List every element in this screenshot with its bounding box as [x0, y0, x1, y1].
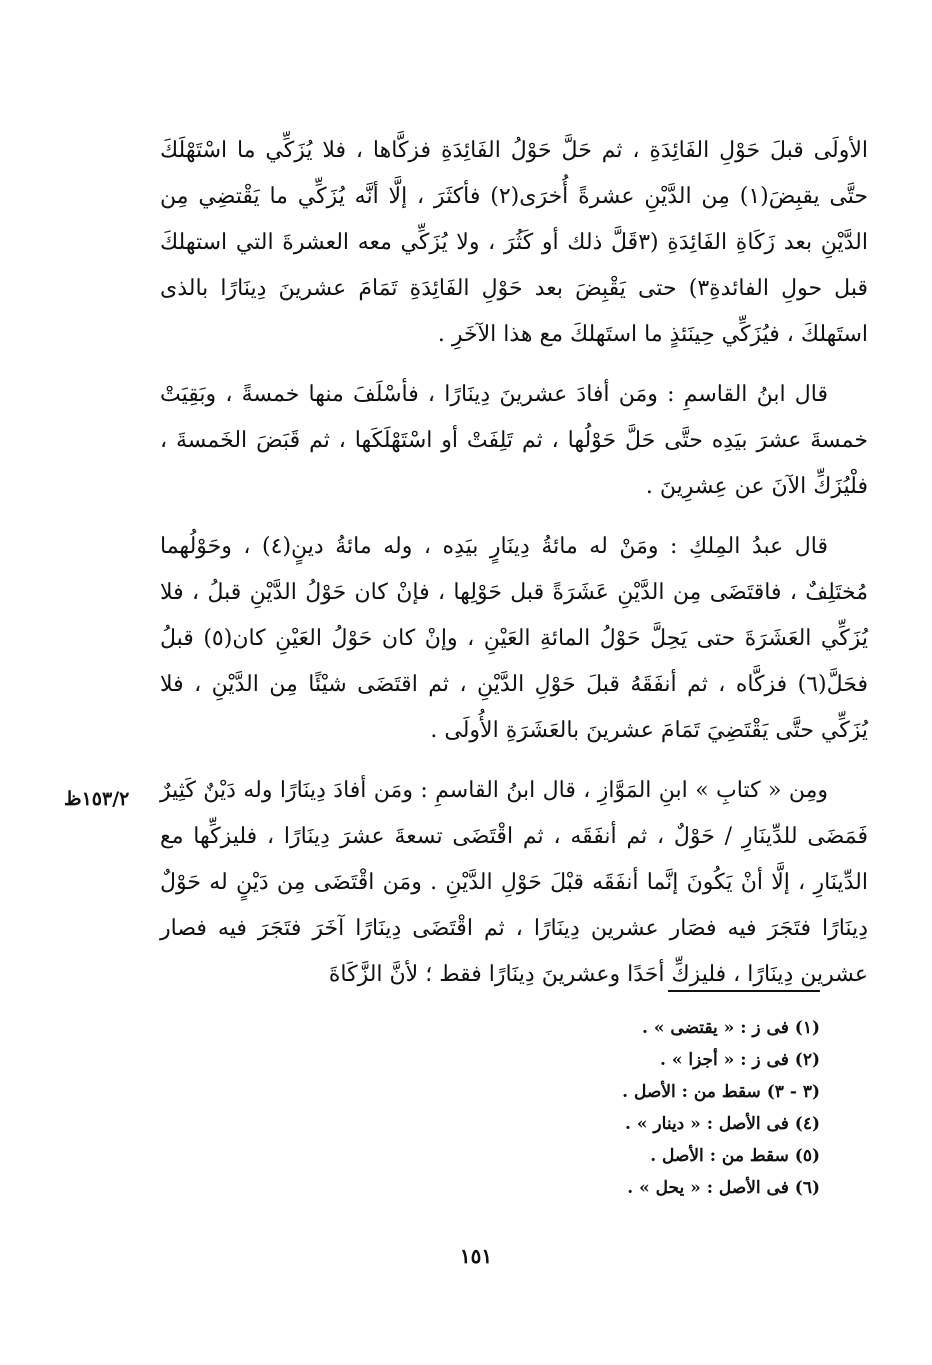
paragraph-2: قال ابنُ القاسمِ : ومَن أفادَ عشرينَ دِينَارًا ، فأسْلَفَ منها خمسةً ، وبَقِيَتْ خمسةَ عشرَ بيَدِه حتَّى حَلَّ حَوْلُها ، ثم تَلِفَتْ أو اسْتَهْلَكَها ، ثم قَبَضَ الخَمسةَ ، فلْيُزَكِّ الآنَ عن عِشرِينَ .	[160, 382, 868, 499]
footnote-divider	[668, 990, 820, 992]
main-text-body	[160, 128, 868, 1012]
manuscript-folio-note: ١٥٣/٢ظ	[64, 788, 130, 810]
paragraph-1: الأولَى قبلَ حَوْلِ الفَائِدَةِ ، ثم حَلَّ حَوْلُ الفَائِدَةِ فزكَّاها ، فلا يُزَكِّي ما اسْتَهْلَكَ حتَّى يقبِضَ(١) مِن الدَّيْنِ عشرةً أُخرَى(٢) فأكثَرَ ، إلَّا أنَّه يُزَكِّي ما يَقْتضِي مِن الدَّيْنِ بعد زَكَاةِ الفَائِدَةِ (٣قَلَّ ذلك أو كَثُرَ ، ولا يُزَكِّي معه العشرةَ التي استهلكَ قبل حولِ الفائدةِ٣) حتى يَقْبِضَ بعد حَوْلِ الفَائِدَةِ تَمَامَ عشرينَ دِينَارًا بالذى استَهلكَ ، فيُزَكِّي حِينَئذٍ ما استَهلكَ مع هذا الآخَرِ .	[160, 138, 868, 347]
footnote-2: (٢) فى ز : « أجزا » .	[660, 1050, 820, 1070]
footnote-5: (٥) سقط من : الأصل .	[650, 1146, 820, 1166]
footnotes-list	[460, 1012, 820, 1204]
footnote-3: (٣ - ٣) سقط من : الأصل .	[622, 1082, 820, 1102]
paragraph-3: قال عبدُ المِلكِ : ومَنْ له مائةُ دِينَارٍ بيَدِه ، وله مائةُ دينٍ(٤) ، وحَوْلُهما مُختَلِفٌ ، فاقتَضَى مِن الدَّيْنِ عَشَرَةً قبل حَوْلِها ، فإنْ كان حَوْلُ الدَّيْنِ قبلُ ، فلا يُزَكِّي العَشَرَةَ حتى يَحِلَّ حَوْلُ المائةِ العَيْنِ ، وإنْ كان حَوْلُ العَيْنِ كان(٥) قبلُ فحَلَّ(٦) فزكَّاه ، ثم أنفَقَهُ قبلَ حَوْلِ الدَّيْنِ ، ثم اقتَضَى شيْئًا مِن الدَّيْنِ ، فلا يُزَكِّي حتَّى يَقْتَضِيَ تَمَامَ عشرينَ بالعَشَرَةِ الأُولَى .	[160, 534, 868, 743]
paragraph-4: ومِن « كتابِ » ابنِ المَوَّازِ ، قال ابنُ القاسمِ : ومَن أفادَ دِينَارًا وله دَيْنٌ كَثِيرٌ فَمَضَى للدِّينَارِ / حَوْلٌ ، ثم أنفَقَه ، ثم اقْتَضَى تسعةَ عشرَ دِينَارًا ، فليزكِّها مع الدِّينَارِ ، إلَّا أنْ يَكُونَ إنَّما أنفَقَه قبْلَ حَوْلِ الدَّيْنِ . ومَن اقْتَضَى مِن دَيْنٍ له حَوْلٌ دِينَارًا فتَجَرَ فيه فصَار عشرين دِينَارًا ، ثم اقْتَضَى دِينَارًا آخَرَ فتَجَرَ فيه فصار عشرين دِينَارًا ، فليزكِّ أحَدًا وعشرينَ دِينَارًا فقط ؛ لأنَّ الزَّكَاةَ	[160, 778, 868, 987]
page-number: ١٥١	[459, 1244, 493, 1268]
footnote-1: (١) فى ز : « يقتضى » .	[642, 1018, 820, 1038]
footnote-4: (٤) فى الأصل : « دينار » .	[625, 1114, 820, 1134]
footnote-6: (٦) فى الأصل : « يحل » .	[627, 1178, 820, 1198]
